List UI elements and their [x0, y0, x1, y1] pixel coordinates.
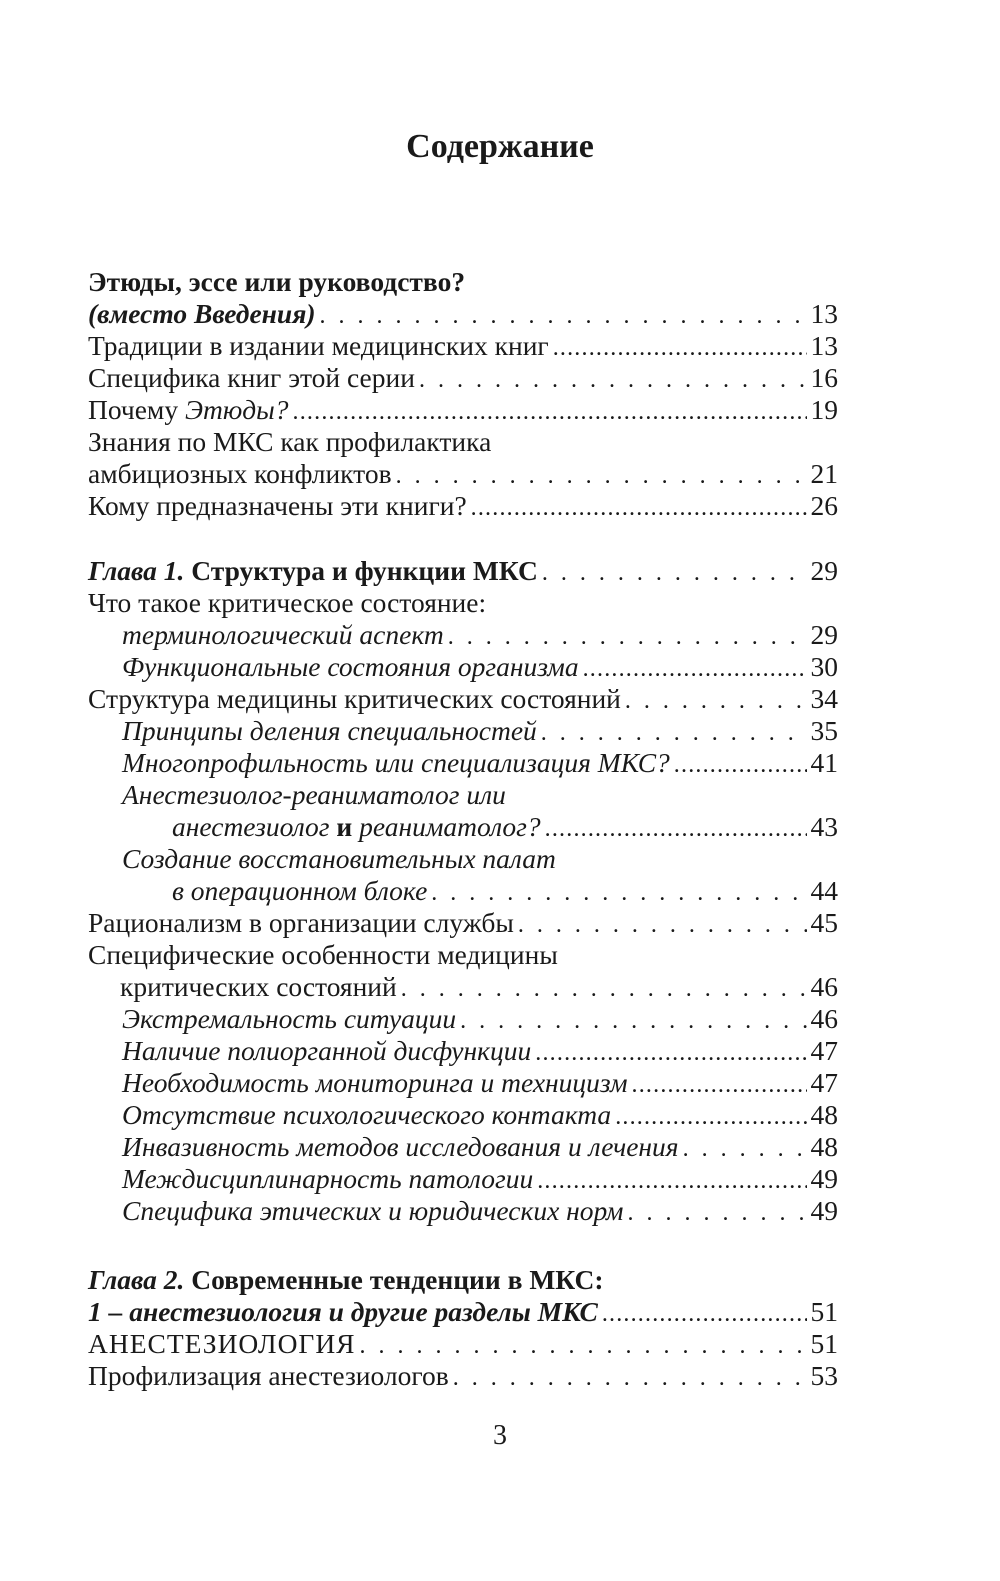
- toc-entry-text-plain: Почему: [88, 394, 185, 425]
- toc-page-number: 49: [810, 1195, 838, 1226]
- toc-entry-text: Отсутствие психологического контакта: [122, 1099, 612, 1130]
- toc-entry-text: Знания по МКС как профилактика: [88, 426, 492, 457]
- dot-leader: [632, 1069, 807, 1101]
- dot-leader: [419, 364, 807, 396]
- toc-entry[interactable]: [122, 1035, 838, 1067]
- toc-page-number: 35: [810, 715, 838, 746]
- toc-entry-text: Наличие полиорганной дисфункции: [122, 1035, 532, 1066]
- toc-entry-continued[interactable]: [122, 843, 838, 875]
- toc-entry[interactable]: [88, 683, 838, 715]
- toc-page-number: 45: [810, 907, 838, 938]
- dot-leader: [545, 813, 807, 845]
- toc-entry[interactable]: [88, 907, 838, 939]
- toc-page-number: 48: [810, 1131, 838, 1162]
- toc-entry[interactable]: [88, 1296, 838, 1328]
- toc-page-number: 46: [810, 1003, 838, 1034]
- dot-leader: [583, 653, 807, 685]
- toc-page-number: 34: [810, 683, 838, 714]
- toc-entry-text-part: реаниматолог?: [352, 811, 541, 842]
- toc-chapter-heading: [88, 555, 538, 587]
- dot-leader: [542, 557, 807, 589]
- toc-entry-text: Экстремальность ситуации: [122, 1003, 457, 1034]
- toc-entry-text: Многопрофильность или специализация МКС?: [122, 747, 670, 778]
- toc-entry[interactable]: [88, 458, 838, 490]
- dot-leader: [453, 1362, 807, 1394]
- toc-entry-text: Профилизация анестезиологов: [88, 1360, 449, 1391]
- dot-leader: [537, 1165, 806, 1197]
- toc-entry[interactable]: [122, 619, 838, 651]
- toc-entry[interactable]: [120, 971, 838, 1003]
- dot-leader: [615, 1101, 806, 1133]
- toc-entry[interactable]: [122, 1067, 838, 1099]
- toc-page-number: 26: [810, 490, 838, 521]
- toc-page-number: 51: [810, 1296, 838, 1327]
- toc-entry-text-part: анестезиолог: [172, 811, 337, 842]
- toc-entry-text: [88, 394, 289, 426]
- toc-entry-text-emphasis: и: [336, 811, 353, 842]
- dot-leader: [360, 1330, 807, 1362]
- toc-page-number: 49: [810, 1163, 838, 1194]
- dot-leader: [431, 877, 806, 909]
- toc-entry[interactable]: [122, 747, 838, 779]
- toc-heading-intro: [88, 266, 838, 298]
- toc-entry-text: Специфика книг этой серии: [88, 362, 415, 393]
- toc-entry[interactable]: [122, 651, 838, 683]
- toc-chapter-1[interactable]: [88, 555, 838, 587]
- toc-page-number: 46: [810, 971, 838, 1002]
- toc-entry[interactable]: [88, 394, 838, 426]
- dot-leader: [541, 717, 807, 749]
- page-number: 3: [493, 1420, 507, 1451]
- toc-entry[interactable]: [88, 298, 838, 330]
- dot-leader: [683, 1133, 807, 1165]
- toc-page-number: 47: [810, 1035, 838, 1066]
- toc-entry-text: Принципы деления специальностей: [122, 715, 537, 746]
- dot-leader: [460, 1005, 806, 1037]
- dot-leader: [396, 460, 807, 492]
- toc-entry-text: Специфика этических и юридических норм: [122, 1195, 624, 1226]
- toc-entry[interactable]: [122, 1131, 838, 1163]
- toc-page-number: 29: [810, 619, 838, 650]
- toc-heading-text: Этюды, эссе или руководство?: [88, 266, 466, 297]
- toc-page-number: 13: [810, 298, 838, 329]
- toc-entry[interactable]: [88, 362, 838, 394]
- toc-entry-continued[interactable]: [88, 939, 838, 971]
- toc-entry-continued[interactable]: [88, 426, 838, 458]
- page-title: Содержание: [406, 128, 594, 165]
- toc-entry[interactable]: [172, 875, 838, 907]
- dot-leader: [401, 973, 807, 1005]
- toc-entry-text: АНЕСТЕЗИОЛОГИЯ: [88, 1328, 356, 1359]
- toc-chapter-heading: [88, 1264, 604, 1296]
- toc-page-number: 30: [810, 651, 838, 682]
- toc-entry[interactable]: [122, 1195, 838, 1227]
- toc-entry-text: критических состояний: [120, 971, 397, 1002]
- toc-entry-text-italic: Этюды?: [184, 394, 289, 425]
- toc-entry-text: Кому предназначены эти книги?: [88, 490, 467, 521]
- toc-entry[interactable]: [122, 1099, 838, 1131]
- chapter-label: Глава 1.: [88, 555, 185, 586]
- dot-leader: [535, 1037, 806, 1069]
- toc-entry[interactable]: [122, 715, 838, 747]
- toc-page-number: 29: [810, 555, 838, 586]
- toc-entry[interactable]: [88, 1360, 838, 1392]
- toc-page-number: 48: [810, 1099, 838, 1130]
- dot-leader: [518, 909, 807, 941]
- toc-entry[interactable]: [88, 330, 838, 362]
- toc-page-number: 43: [810, 811, 838, 842]
- toc-page-number: 13: [810, 330, 838, 361]
- toc-entry-text: Необходимость мониторинга и техницизм: [122, 1067, 628, 1098]
- toc-entry-text: Функциональные состояния организма: [122, 651, 579, 682]
- dot-leader: [625, 685, 807, 717]
- toc-entry-text: Анестезиолог-реаниматолог или: [122, 779, 506, 810]
- toc-entry-continued[interactable]: [122, 779, 838, 811]
- dot-leader: [448, 621, 807, 653]
- dot-leader: [627, 1197, 806, 1229]
- toc-entry-continued[interactable]: [88, 587, 838, 619]
- toc-entry-text: Что такое критическое состояние:: [88, 587, 487, 618]
- toc-entry-text: Инвазивность методов исследования и лечения: [122, 1131, 679, 1162]
- toc-entry[interactable]: [122, 1003, 838, 1035]
- toc-entry-text: Специфические особенности медицины: [88, 939, 558, 970]
- dot-leader: [553, 332, 807, 364]
- toc-entry-text: Создание восстановительных палат: [122, 843, 556, 874]
- toc-chapter-2[interactable]: [88, 1264, 838, 1296]
- dot-leader: [320, 300, 807, 332]
- toc-entry-text: Структура медицины критических состояний: [88, 683, 621, 714]
- toc-entry[interactable]: [88, 1328, 838, 1360]
- toc-entry-text: (вместо Введения): [88, 298, 316, 329]
- chapter-title: Структура и функции МКС: [184, 555, 538, 586]
- toc-entry-text: 1 – анестезиология и другие разделы МКС: [88, 1296, 598, 1327]
- toc-page-number: 44: [810, 875, 838, 906]
- chapter-title: Современные тенденции в МКС:: [184, 1264, 604, 1295]
- toc-entry-text: Междисциплинарность патологии: [122, 1163, 534, 1194]
- toc-page-number: 21: [810, 458, 838, 489]
- toc-entry-text: Рационализм в организации службы: [88, 907, 514, 938]
- dot-leader: [602, 1298, 807, 1330]
- dot-leader: [471, 492, 807, 524]
- toc-entry-text: Традиции в издании медицинских книг: [88, 330, 549, 361]
- toc-page-number: 41: [810, 747, 838, 778]
- dot-leader: [674, 749, 807, 781]
- chapter-label: Глава 2.: [88, 1264, 185, 1295]
- toc-entry-text: амбициозных конфликтов: [88, 458, 392, 489]
- toc-page-number: 16: [810, 362, 838, 393]
- toc-page-number: 53: [810, 1360, 838, 1391]
- toc-page-number: 47: [810, 1067, 838, 1098]
- toc-entry[interactable]: [122, 1163, 838, 1195]
- toc-entry[interactable]: [88, 490, 838, 522]
- toc-page-number: 19: [810, 394, 838, 425]
- dot-leader: [293, 396, 807, 428]
- toc-page-number: 51: [810, 1328, 838, 1359]
- toc-entry[interactable]: [172, 811, 838, 843]
- toc-entry-text: терминологический аспект: [122, 619, 444, 650]
- toc-entry-text: в операционном блоке: [172, 875, 428, 906]
- toc-entry-text: [172, 811, 541, 843]
